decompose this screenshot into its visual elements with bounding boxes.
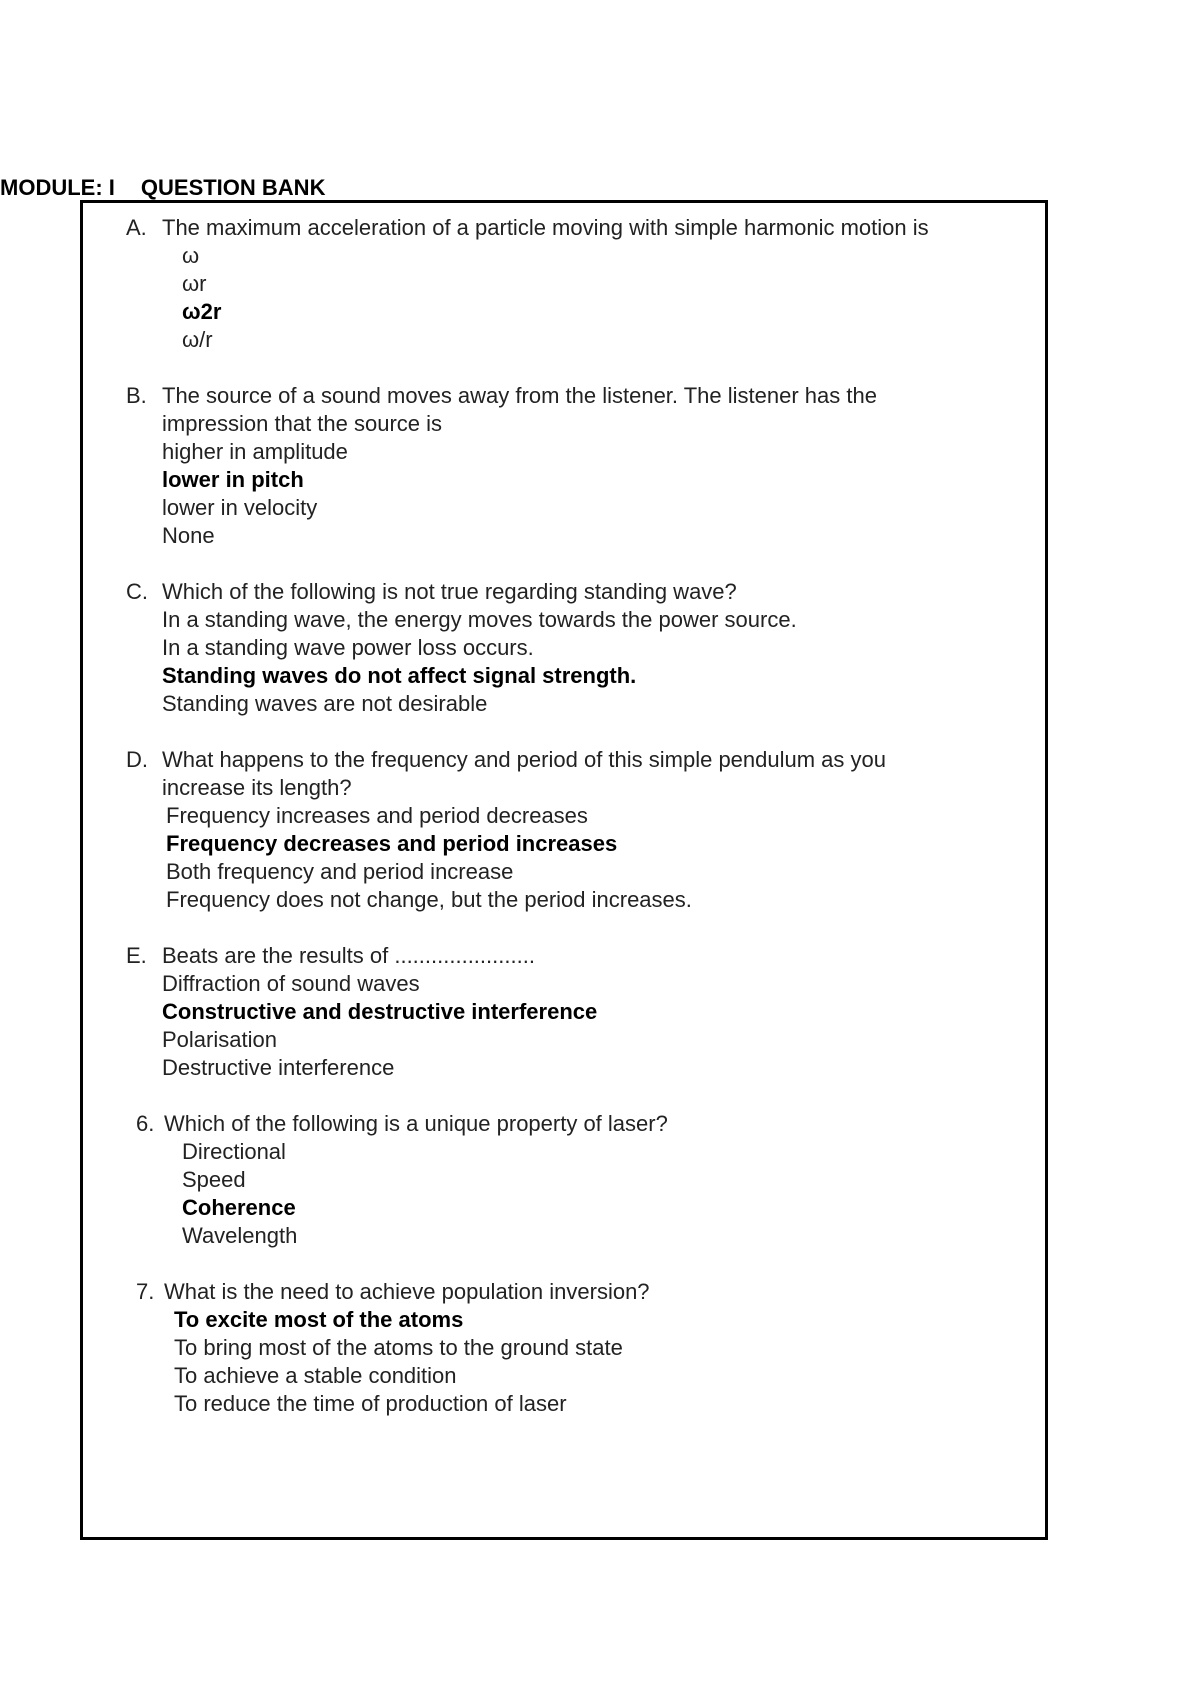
correct-option: Frequency decreases and period increases xyxy=(166,831,618,856)
question-marker: 7. xyxy=(136,1279,155,1304)
question-text: What happens to the frequency and period of this simple pendulum as you xyxy=(162,747,887,772)
question-7 xyxy=(0,1278,650,1418)
option: higher in amplitude xyxy=(162,439,348,464)
option: To reduce the time of production of laser xyxy=(174,1391,567,1416)
option: ω/r xyxy=(182,327,213,352)
question-marker: A. xyxy=(126,215,147,240)
option: Diffraction of sound waves xyxy=(162,971,420,996)
correct-option: lower in pitch xyxy=(162,467,304,492)
question-marker: 6. xyxy=(136,1111,155,1136)
option: ω xyxy=(182,243,200,268)
correct-option: Constructive and destructive interference xyxy=(162,999,598,1024)
question-d xyxy=(0,746,886,914)
option: lower in velocity xyxy=(162,495,318,520)
correct-option: Coherence xyxy=(182,1195,296,1220)
correct-option: To excite most of the atoms xyxy=(174,1307,464,1332)
option: Both frequency and period increase xyxy=(166,859,514,884)
page-header xyxy=(0,175,325,201)
option: Wavelength xyxy=(182,1223,298,1248)
option: In a standing wave power loss occurs. xyxy=(162,635,534,660)
option: Destructive interference xyxy=(162,1055,395,1080)
correct-option: ω2r xyxy=(182,299,222,324)
question-marker: E. xyxy=(126,943,147,968)
option: Frequency does not change, but the period increases. xyxy=(166,887,692,912)
correct-option: Standing waves do not affect signal strength. xyxy=(162,663,637,688)
question-c xyxy=(0,578,797,718)
option: None xyxy=(162,523,215,548)
question-text: Which of the following is not true regarding standing wave? xyxy=(162,579,737,604)
question-text-continued: increase its length? xyxy=(162,775,352,800)
question-text-continued: impression that the source is xyxy=(162,411,443,436)
question-marker: C. xyxy=(126,579,148,604)
question-b xyxy=(0,382,877,550)
option: To bring most of the atoms to the ground state xyxy=(174,1335,623,1360)
question-text: Which of the following is a unique property of laser? xyxy=(164,1111,668,1136)
question-text: The maximum acceleration of a particle moving with simple harmonic motion is xyxy=(162,215,929,240)
option: In a standing wave, the energy moves towards the power source. xyxy=(162,607,797,632)
page-title: QUESTION BANK xyxy=(140,175,326,200)
question-marker: D. xyxy=(126,747,148,772)
option: Frequency increases and period decreases xyxy=(166,803,588,828)
question-marker: B. xyxy=(126,383,147,408)
option: Polarisation xyxy=(162,1027,277,1052)
question-e xyxy=(0,942,597,1082)
option: Standing waves are not desirable xyxy=(162,691,488,716)
question-6 xyxy=(0,1110,668,1250)
question-text: What is the need to achieve population inversion? xyxy=(164,1279,650,1304)
option: Directional xyxy=(182,1139,286,1164)
question-text: The source of a sound moves away from the listener. The listener has the xyxy=(162,383,877,408)
question-text: Beats are the results of ....................... xyxy=(162,943,535,968)
module-label: MODULE: I xyxy=(0,175,115,200)
option: Speed xyxy=(182,1167,246,1192)
question-a xyxy=(0,214,929,354)
option: To achieve a stable condition xyxy=(174,1363,457,1388)
option: ωr xyxy=(182,271,207,296)
